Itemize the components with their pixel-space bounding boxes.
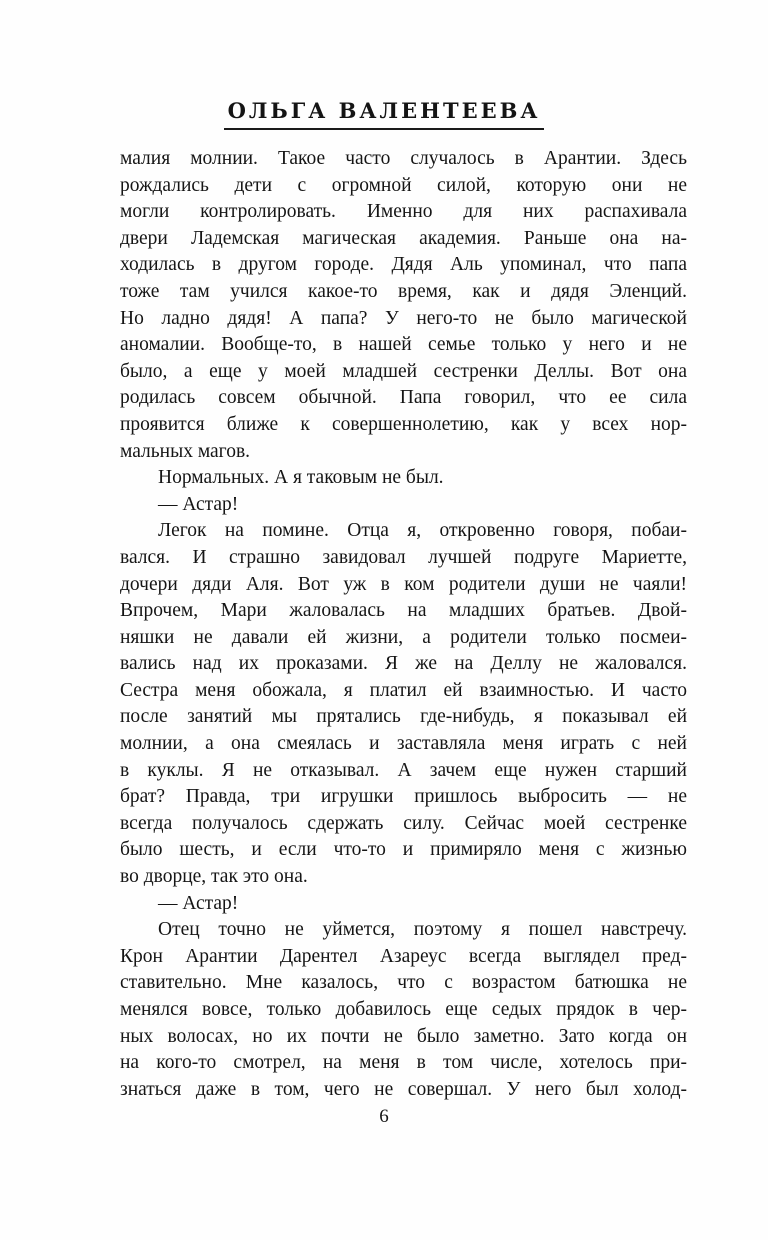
text-line: Нормальных. А я таковым не был. [158,467,444,489]
body-text [120,146,687,1103]
text-line: было, а еще у моей младшей сестренки Деллы. Вот она [120,360,687,382]
text-line: Крон Арантии Дарентел Азареус всегда выглядел пред- [120,945,687,967]
text-line: молнии, а она смеялась и заставляла меня играть с ней [120,733,687,755]
text-line: брат? Правда, три игрушки пришлось выбросить — не [120,786,687,808]
text-line: дочери дяди Аля. Вот уж в ком родители души не чаяли! [120,573,687,595]
text-line: вались над их проказами. Я же на Деллу не жаловался. [120,653,687,675]
text-line: Впрочем, Мари жаловалась на младших братьев. Двой- [120,600,687,622]
text-line: вался. И страшно завидовал лучшей подруге Мариетте, [120,546,687,568]
paragraph [120,492,687,519]
text-line: ных волосах, но их почти не было заметно. Зато когда он [120,1025,687,1047]
text-line: ставительно. Мне казалось, что с возрастом батюшка не [120,972,687,994]
text-line: после занятий мы прятались где-нибудь, я показывал ей [120,706,687,728]
text-line: тоже там учился какое-то время, как и дядя Эленций. [120,280,687,302]
text-line: в куклы. Я не отказывал. А зачем еще нужен старший [120,759,687,781]
paragraph [120,518,687,890]
text-line: — Астар! [158,892,239,914]
text-line: малия молнии. Такое часто случалось в Арантии. Здесь [120,148,687,169]
paragraph [120,465,687,492]
text-line: менялся вовсе, только добавилось еще седых прядок в чер- [120,999,687,1020]
paragraph [120,917,687,1103]
text-line: родилась совсем обычной. Папа говорил, что ее сила [120,387,687,409]
text-line: мальных магов. [120,440,251,462]
text-line: Но ладно дядя! А папа? У него-то не было магической [120,307,687,329]
text-line: во дворце, так это она. [120,866,308,888]
text-line: проявится ближе к совершеннолетию, как у всех нор- [120,413,687,435]
text-line: няшки не давали ей жизни, а родители только посмеи- [120,626,687,648]
text-line: могли контролировать. Именно для них распахивала [120,201,687,223]
paragraph [120,146,687,465]
running-head [0,98,768,130]
text-line: двери Ладемская магическая академия. Раньше она на- [120,227,687,249]
text-line: на кого-то смотрел, на меня в том числе, хотелось при- [120,1052,687,1074]
paragraph [120,891,687,918]
text-line: всегда получалось сдержать силу. Сейчас моей сестренке [120,812,687,834]
text-line: аномалии. Вообще-то, в нашей семье только у него и не [120,334,687,356]
text-line: было шесть, и если что-то и примиряло меня с жизнью [120,839,687,861]
text-line: рождались дети с огромной силой, которую они не [120,174,687,196]
text-line: знаться даже в том, чего не совершал. У него был холод- [120,1078,687,1100]
text-line: Легок на помине. Отца я, откровенно говоря, побаи- [158,520,687,542]
text-line: Сестра меня обожала, я платил ей взаимностью. И часто [120,679,687,701]
author-name: ОЛЬГА ВАЛЕНТЕЕВА [224,98,545,130]
text-line: — Астар! [158,493,239,515]
text-line: ходилась в другом городе. Дядя Аль упоминал, что папа [120,254,687,276]
page-number: 6 [379,1106,389,1127]
text-line: Отец точно не уймется, поэтому я пошел навстречу. [158,919,687,941]
